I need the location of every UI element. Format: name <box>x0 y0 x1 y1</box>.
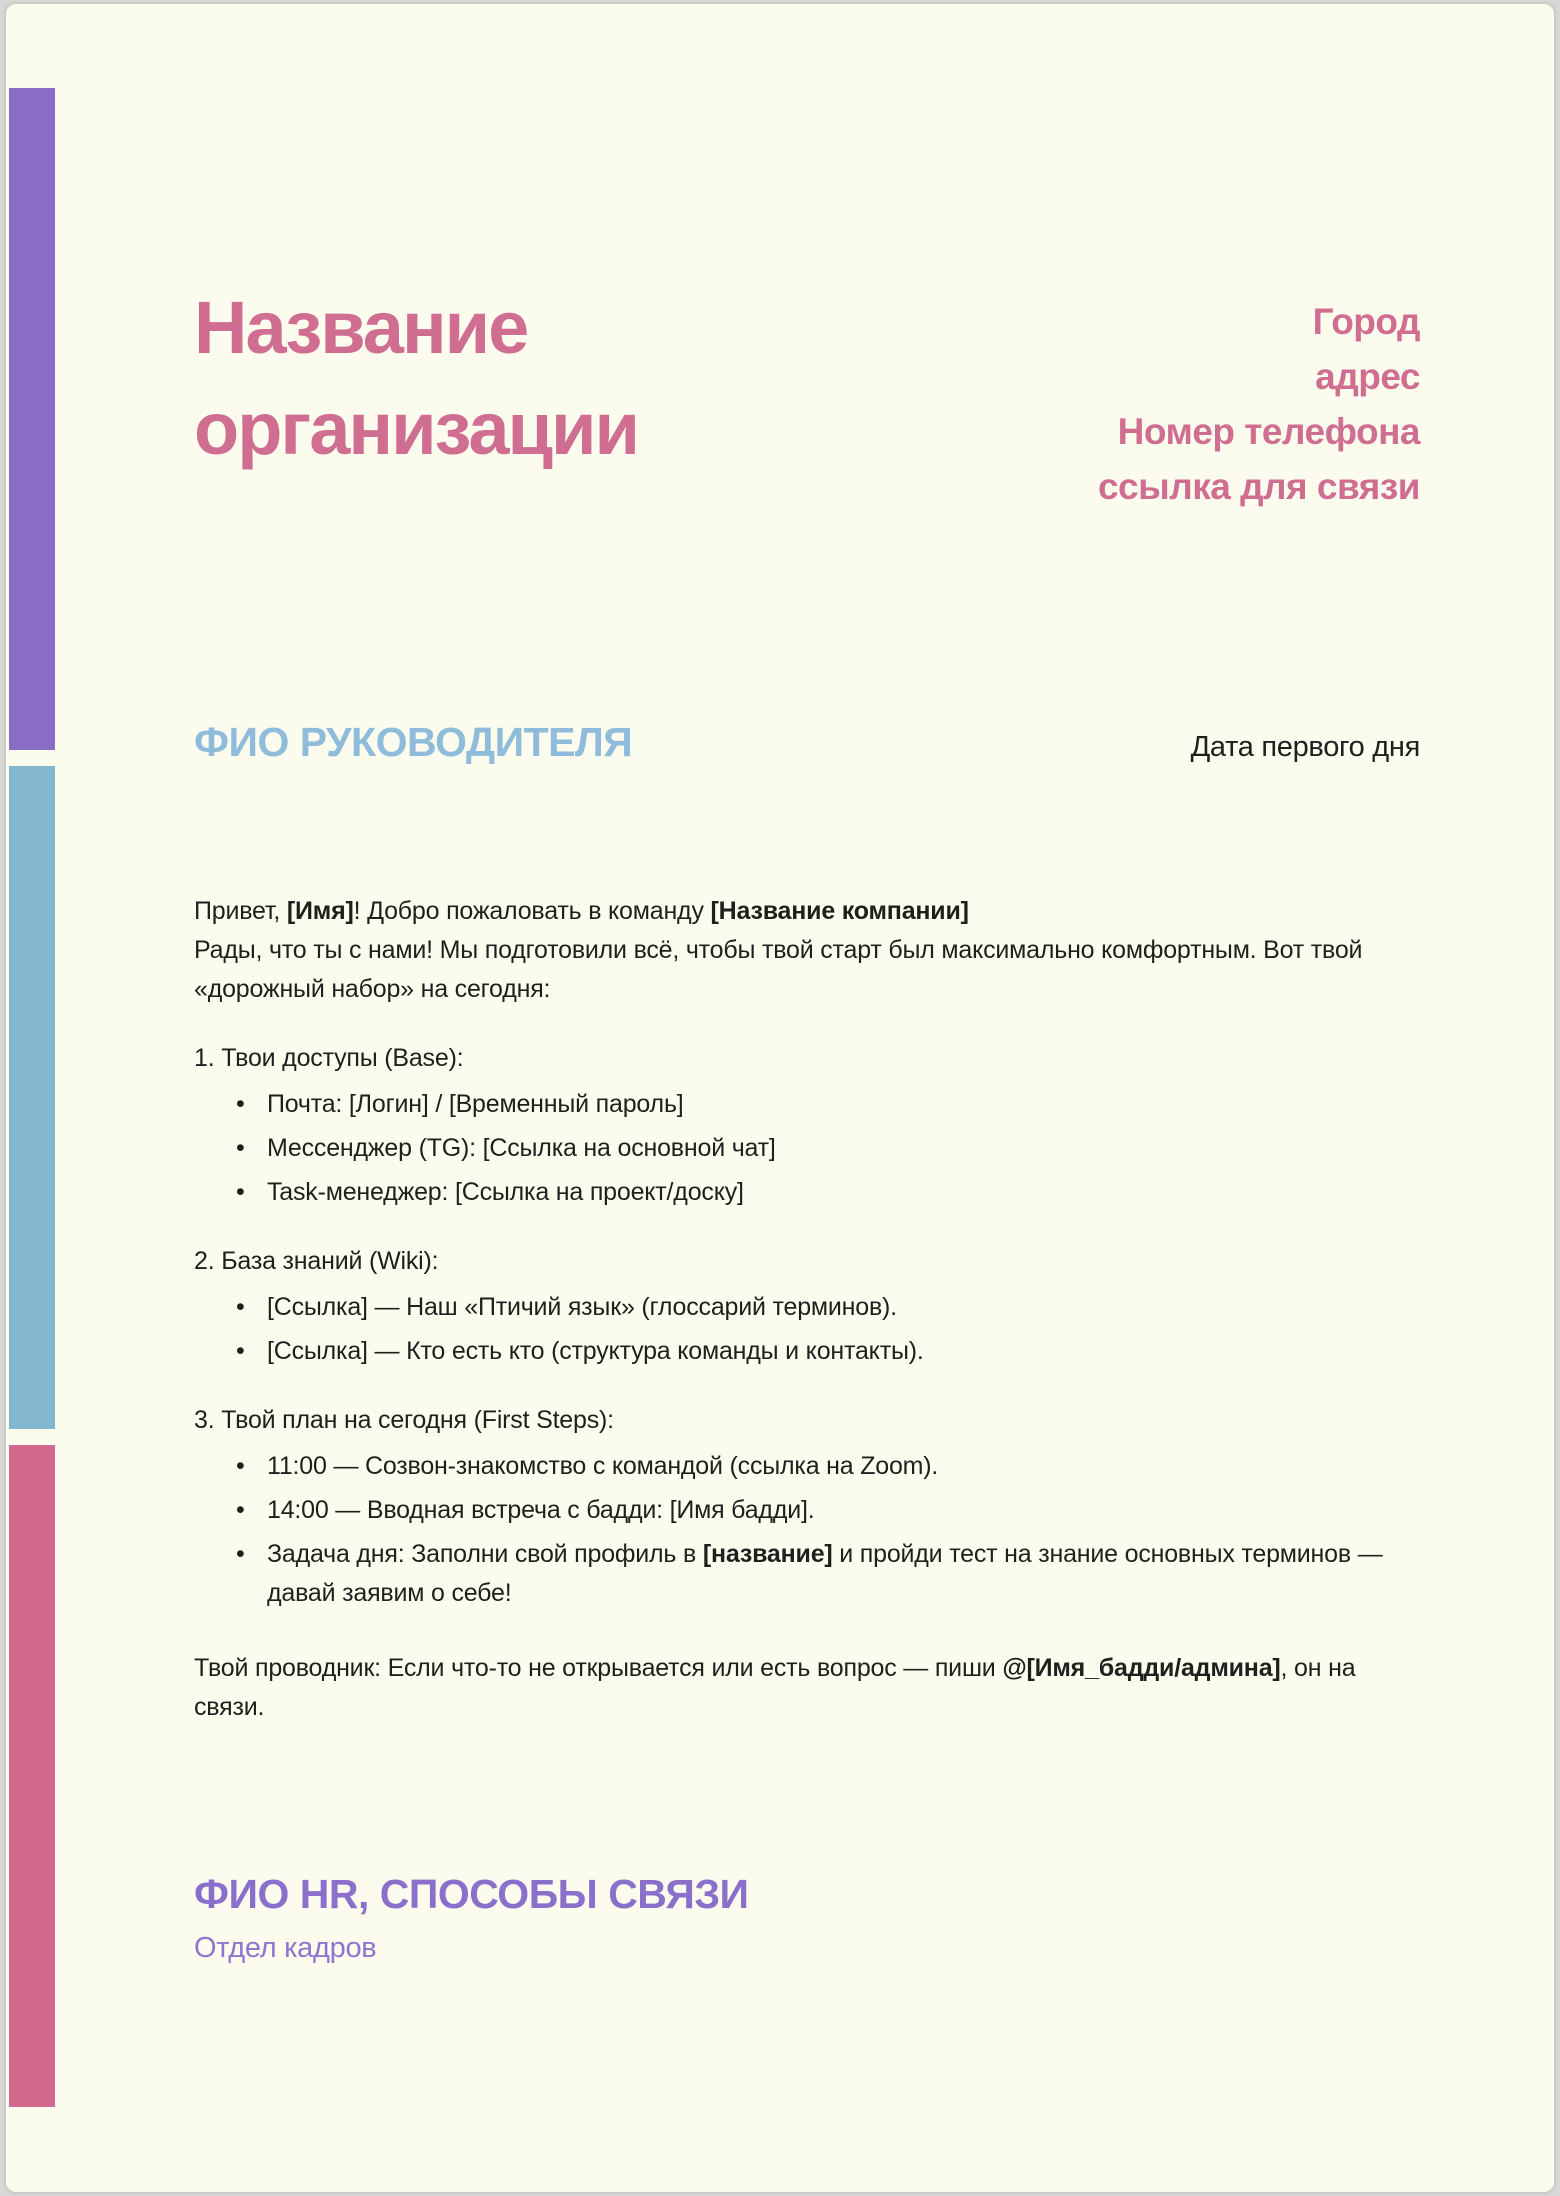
list-item-run: Task-менеджер: [Ссылка на проект/доску] <box>267 1177 744 1206</box>
list-item-run: [Ссылка] — Наш «Птичий язык» (глоссарий терминов). <box>267 1292 897 1321</box>
leader-row <box>194 719 1420 766</box>
list-item-run: Мессенджер (TG): [Ссылка на основной чат] <box>267 1133 776 1162</box>
signature-block <box>194 1870 1420 1968</box>
contact-link: ссылка для связи <box>1097 466 1420 508</box>
letter-sections <box>194 1039 1420 1613</box>
footer-prefix: Твой проводник: Если что-то не открывается или есть вопрос — пиши <box>194 1653 1003 1682</box>
section-title: 3. Твой план на сегодня (First Steps): <box>194 1405 614 1434</box>
list-item <box>194 1491 1420 1530</box>
list-item <box>194 1447 1420 1486</box>
hr-department: Отдел кадров <box>194 1931 377 1964</box>
letter-section <box>194 1039 1420 1212</box>
footer-handle: @[Имя_бадди/админа] <box>1002 1653 1281 1682</box>
list-item-run: 14:00 — Вводная встреча с бадди: [Имя бадди]. <box>267 1495 815 1524</box>
accent-bar-purple <box>9 88 55 750</box>
section-list <box>194 1447 1420 1613</box>
page-content <box>194 4 1420 1968</box>
list-item <box>194 1173 1420 1212</box>
greeting-middle: ! Добро пожаловать в команду <box>353 896 711 925</box>
list-item <box>194 1332 1420 1371</box>
intro-text: Рады, что ты с нами! Мы подготовили всё, чтобы твой старт был максимально комфортным. Вот твой «дорожный набор» на сегодня: <box>194 935 1363 1003</box>
hr-signature: ФИО HR, СПОСОБЫ СВЯЗИ <box>194 1870 749 1917</box>
list-item-bold-run: [название] <box>702 1539 833 1568</box>
letter-section <box>194 1242 1420 1371</box>
contact-city: Город <box>1312 301 1420 342</box>
section-list <box>194 1085 1420 1212</box>
organization-name: Название организации <box>194 286 639 470</box>
contact-block <box>1098 294 1420 515</box>
accent-bar-pink <box>9 1445 55 2107</box>
letter-body <box>194 892 1420 1968</box>
list-item <box>194 1129 1420 1168</box>
letter-header <box>194 286 1420 515</box>
accent-bar-blue <box>9 766 55 1429</box>
first-day-date: Дата первого дня <box>1190 730 1420 763</box>
section-title: 2. База знаний (Wiki): <box>194 1246 439 1275</box>
greeting-prefix: Привет, <box>194 896 287 925</box>
greeting-paragraph <box>194 892 1420 1009</box>
list-item-run: [Ссылка] — Кто есть кто (структура команды и контакты). <box>267 1336 924 1365</box>
list-item <box>194 1085 1420 1124</box>
section-list <box>194 1288 1420 1371</box>
list-item-run: Почта: [Логин] / [Временный пароль] <box>267 1089 684 1118</box>
section-title: 1. Твои доступы (Base): <box>194 1043 464 1072</box>
letter-section <box>194 1401 1420 1613</box>
manager-name: ФИО РУКОВОДИТЕЛЯ <box>194 718 633 765</box>
list-item <box>194 1288 1420 1327</box>
list-item <box>194 1535 1420 1613</box>
list-item-run: 11:00 — Созвон-знакомство с командой (ссылка на Zoom). <box>267 1451 939 1480</box>
greeting-company: [Название компании] <box>710 896 969 925</box>
list-item-run: Задача дня: Заполни свой профиль в <box>267 1539 703 1568</box>
letter-page <box>6 4 1554 2192</box>
contact-address: адрес <box>1315 356 1420 398</box>
footer-suffix: , он на связи. <box>194 1653 1356 1721</box>
contact-phone: Номер телефона <box>1117 411 1420 453</box>
list-item-run: и пройди тест на знание основных терминов — давай заявим о себе! <box>267 1539 1383 1607</box>
final-paragraph <box>194 1649 1420 1727</box>
greeting-name: [Имя] <box>286 896 354 925</box>
